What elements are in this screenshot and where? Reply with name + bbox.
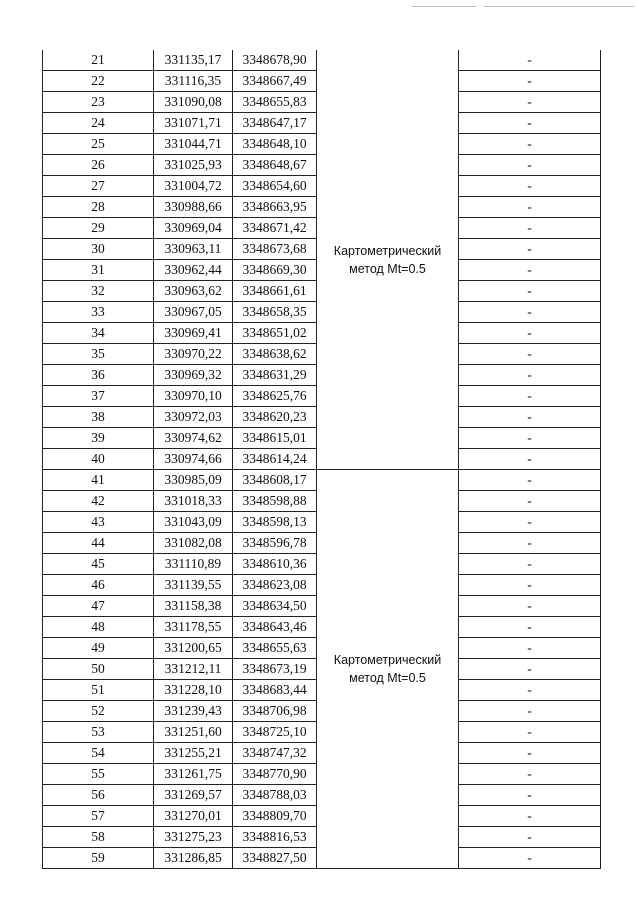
coordinates-table-body — [43, 50, 601, 869]
point-number-cell: 21 — [43, 50, 154, 71]
x-coordinate-cell: 331269,57 — [154, 785, 233, 806]
error-cell: - — [459, 764, 601, 785]
y-coordinate-cell: 3348725,10 — [233, 722, 317, 743]
point-number-cell: 22 — [43, 71, 154, 92]
method-cell — [317, 50, 459, 470]
y-coordinate-cell: 3348638,62 — [233, 344, 317, 365]
point-number-cell: 24 — [43, 113, 154, 134]
y-coordinate-cell: 3348671,42 — [233, 218, 317, 239]
error-cell: - — [459, 680, 601, 701]
error-cell: - — [459, 197, 601, 218]
error-cell: - — [459, 260, 601, 281]
point-number-cell: 53 — [43, 722, 154, 743]
point-number-cell: 56 — [43, 785, 154, 806]
x-coordinate-cell: 330967,05 — [154, 302, 233, 323]
point-number-cell: 41 — [43, 470, 154, 491]
x-coordinate-cell: 330974,66 — [154, 449, 233, 470]
point-number-cell: 50 — [43, 659, 154, 680]
error-cell: - — [459, 50, 601, 71]
point-number-cell: 30 — [43, 239, 154, 260]
x-coordinate-cell: 330985,09 — [154, 470, 233, 491]
x-coordinate-cell: 330969,41 — [154, 323, 233, 344]
x-coordinate-cell: 330970,22 — [154, 344, 233, 365]
error-cell: - — [459, 638, 601, 659]
error-cell: - — [459, 533, 601, 554]
x-coordinate-cell: 330988,66 — [154, 197, 233, 218]
y-coordinate-cell: 3348654,60 — [233, 176, 317, 197]
error-cell: - — [459, 176, 601, 197]
x-coordinate-cell: 331043,09 — [154, 512, 233, 533]
y-coordinate-cell: 3348655,63 — [233, 638, 317, 659]
x-coordinate-cell: 330972,03 — [154, 407, 233, 428]
method-cell — [317, 470, 459, 869]
point-number-cell: 38 — [43, 407, 154, 428]
point-number-cell: 58 — [43, 827, 154, 848]
y-coordinate-cell: 3348631,29 — [233, 365, 317, 386]
point-number-cell: 33 — [43, 302, 154, 323]
method-line-2: метод Mt=0.5 — [349, 261, 426, 276]
error-cell: - — [459, 407, 601, 428]
error-cell: - — [459, 848, 601, 869]
point-number-cell: 35 — [43, 344, 154, 365]
x-coordinate-cell: 331255,21 — [154, 743, 233, 764]
x-coordinate-cell: 331158,38 — [154, 596, 233, 617]
point-number-cell: 26 — [43, 155, 154, 176]
x-coordinate-cell: 331110,89 — [154, 554, 233, 575]
error-cell: - — [459, 491, 601, 512]
y-coordinate-cell: 3348683,44 — [233, 680, 317, 701]
y-coordinate-cell: 3348615,01 — [233, 428, 317, 449]
point-number-cell: 44 — [43, 533, 154, 554]
error-cell: - — [459, 428, 601, 449]
error-cell: - — [459, 806, 601, 827]
error-cell: - — [459, 323, 601, 344]
x-coordinate-cell: 331270,01 — [154, 806, 233, 827]
method-line-1: Картометрический — [333, 653, 442, 667]
y-coordinate-cell: 3348610,36 — [233, 554, 317, 575]
y-coordinate-cell: 3348673,68 — [233, 239, 317, 260]
x-coordinate-cell: 331286,85 — [154, 848, 233, 869]
x-coordinate-cell: 331139,55 — [154, 575, 233, 596]
error-cell: - — [459, 512, 601, 533]
method-line-1: Картометрический — [333, 243, 442, 258]
y-coordinate-cell: 3348648,10 — [233, 134, 317, 155]
point-number-cell: 47 — [43, 596, 154, 617]
point-number-cell: 48 — [43, 617, 154, 638]
y-coordinate-cell: 3348634,50 — [233, 596, 317, 617]
y-coordinate-cell: 3348661,61 — [233, 281, 317, 302]
error-cell: - — [459, 71, 601, 92]
point-number-cell: 40 — [43, 449, 154, 470]
y-coordinate-cell: 3348809,70 — [233, 806, 317, 827]
error-cell: - — [459, 365, 601, 386]
point-number-cell: 45 — [43, 554, 154, 575]
method-line-2: метод Mt=0.5 — [349, 671, 426, 685]
point-number-cell: 55 — [43, 764, 154, 785]
error-cell: - — [459, 155, 601, 176]
x-coordinate-cell: 331212,11 — [154, 659, 233, 680]
point-number-cell: 28 — [43, 197, 154, 218]
x-coordinate-cell: 331044,71 — [154, 134, 233, 155]
table-row — [43, 470, 601, 491]
y-coordinate-cell: 3348706,98 — [233, 701, 317, 722]
y-coordinate-cell: 3348655,83 — [233, 92, 317, 113]
x-coordinate-cell: 331275,23 — [154, 827, 233, 848]
x-coordinate-cell: 331261,75 — [154, 764, 233, 785]
error-cell: - — [459, 470, 601, 491]
y-coordinate-cell: 3348648,67 — [233, 155, 317, 176]
y-coordinate-cell: 3348651,02 — [233, 323, 317, 344]
x-coordinate-cell: 331116,35 — [154, 71, 233, 92]
y-coordinate-cell: 3348623,08 — [233, 575, 317, 596]
x-coordinate-cell: 330970,10 — [154, 386, 233, 407]
x-coordinate-cell: 331082,08 — [154, 533, 233, 554]
x-coordinate-cell: 331025,93 — [154, 155, 233, 176]
coordinates-table — [42, 50, 601, 869]
x-coordinate-cell: 330969,32 — [154, 365, 233, 386]
error-cell: - — [459, 596, 601, 617]
table-row — [43, 50, 601, 71]
error-cell: - — [459, 701, 601, 722]
y-coordinate-cell: 3348620,23 — [233, 407, 317, 428]
x-coordinate-cell: 331239,43 — [154, 701, 233, 722]
point-number-cell: 27 — [43, 176, 154, 197]
point-number-cell: 51 — [43, 680, 154, 701]
x-coordinate-cell: 331135,17 — [154, 50, 233, 71]
y-coordinate-cell: 3348747,32 — [233, 743, 317, 764]
point-number-cell: 37 — [43, 386, 154, 407]
scan-artifact-line — [484, 6, 634, 7]
x-coordinate-cell: 330963,11 — [154, 239, 233, 260]
point-number-cell: 29 — [43, 218, 154, 239]
error-cell: - — [459, 386, 601, 407]
error-cell: - — [459, 239, 601, 260]
y-coordinate-cell: 3348598,13 — [233, 512, 317, 533]
x-coordinate-cell: 331178,55 — [154, 617, 233, 638]
y-coordinate-cell: 3348614,24 — [233, 449, 317, 470]
y-coordinate-cell: 3348788,03 — [233, 785, 317, 806]
point-number-cell: 57 — [43, 806, 154, 827]
y-coordinate-cell: 3348608,17 — [233, 470, 317, 491]
point-number-cell: 59 — [43, 848, 154, 869]
scan-artifact-line — [412, 6, 476, 7]
x-coordinate-cell: 331004,72 — [154, 176, 233, 197]
error-cell: - — [459, 281, 601, 302]
y-coordinate-cell: 3348647,17 — [233, 113, 317, 134]
point-number-cell: 36 — [43, 365, 154, 386]
point-number-cell: 31 — [43, 260, 154, 281]
x-coordinate-cell: 330963,62 — [154, 281, 233, 302]
x-coordinate-cell: 330962,44 — [154, 260, 233, 281]
point-number-cell: 23 — [43, 92, 154, 113]
y-coordinate-cell: 3348827,50 — [233, 848, 317, 869]
y-coordinate-cell: 3348678,90 — [233, 50, 317, 71]
x-coordinate-cell: 330969,04 — [154, 218, 233, 239]
y-coordinate-cell: 3348770,90 — [233, 764, 317, 785]
error-cell: - — [459, 302, 601, 323]
y-coordinate-cell: 3348598,88 — [233, 491, 317, 512]
error-cell: - — [459, 575, 601, 596]
y-coordinate-cell: 3348667,49 — [233, 71, 317, 92]
point-number-cell: 52 — [43, 701, 154, 722]
error-cell: - — [459, 449, 601, 470]
point-number-cell: 49 — [43, 638, 154, 659]
error-cell: - — [459, 92, 601, 113]
x-coordinate-cell: 330974,62 — [154, 428, 233, 449]
y-coordinate-cell: 3348816,53 — [233, 827, 317, 848]
y-coordinate-cell: 3348643,46 — [233, 617, 317, 638]
y-coordinate-cell: 3348673,19 — [233, 659, 317, 680]
error-cell: - — [459, 827, 601, 848]
error-cell: - — [459, 617, 601, 638]
x-coordinate-cell: 331018,33 — [154, 491, 233, 512]
point-number-cell: 54 — [43, 743, 154, 764]
x-coordinate-cell: 331071,71 — [154, 113, 233, 134]
x-coordinate-cell: 331251,60 — [154, 722, 233, 743]
y-coordinate-cell: 3348663,95 — [233, 197, 317, 218]
error-cell: - — [459, 554, 601, 575]
point-number-cell: 42 — [43, 491, 154, 512]
x-coordinate-cell: 331090,08 — [154, 92, 233, 113]
y-coordinate-cell: 3348596,78 — [233, 533, 317, 554]
error-cell: - — [459, 134, 601, 155]
point-number-cell: 46 — [43, 575, 154, 596]
error-cell: - — [459, 113, 601, 134]
x-coordinate-cell: 331228,10 — [154, 680, 233, 701]
error-cell: - — [459, 218, 601, 239]
error-cell: - — [459, 722, 601, 743]
error-cell: - — [459, 659, 601, 680]
x-coordinate-cell: 331200,65 — [154, 638, 233, 659]
y-coordinate-cell: 3348669,30 — [233, 260, 317, 281]
y-coordinate-cell: 3348625,76 — [233, 386, 317, 407]
error-cell: - — [459, 344, 601, 365]
error-cell: - — [459, 785, 601, 806]
point-number-cell: 34 — [43, 323, 154, 344]
point-number-cell: 39 — [43, 428, 154, 449]
y-coordinate-cell: 3348658,35 — [233, 302, 317, 323]
point-number-cell: 25 — [43, 134, 154, 155]
error-cell: - — [459, 743, 601, 764]
point-number-cell: 43 — [43, 512, 154, 533]
point-number-cell: 32 — [43, 281, 154, 302]
